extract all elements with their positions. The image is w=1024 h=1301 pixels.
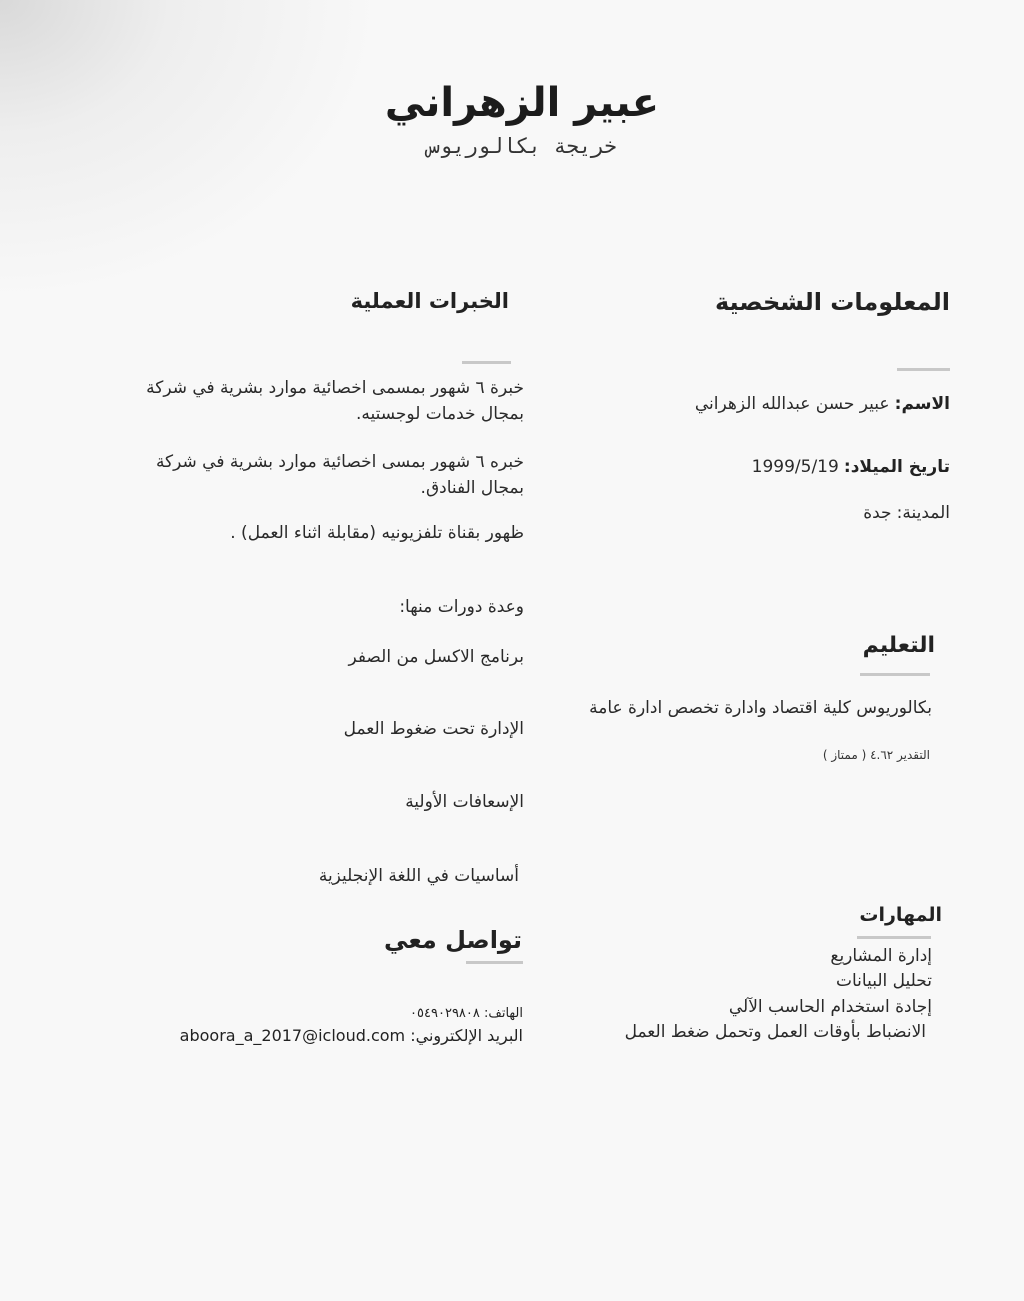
name-row [695,394,950,414]
skill-item: إجادة استخدام الحاسب الآلي [728,997,932,1017]
candidate-title: خريجة بكالوريوس [427,134,617,158]
skill-item: تحليل البيانات [836,971,932,991]
education-heading: التعليم [862,633,935,658]
city-value: جدة [863,503,892,523]
education-divider [860,673,930,676]
city-label: المدينة: [896,503,950,523]
course-item: برنامج الاكسل من الصفر [348,647,524,667]
name-label: الاسم: [894,394,950,414]
skills-heading: المهارات [859,904,942,926]
contact-divider [466,961,523,964]
phone-label: الهاتف: [484,1006,523,1021]
email-value[interactable]: aboora_a_2017@icloud.com [179,1026,406,1045]
dob-row [752,457,950,477]
contact-heading: تواصل معي [384,926,522,954]
personal-info-heading: المعلومات الشخصية [714,288,950,316]
skill-item: الانضباط بأوقات العمل وتحمل ضغط العمل [624,1022,926,1042]
course-item: أساسيات في اللغة الإنجليزية [318,866,519,886]
name-value: عبير حسن عبدالله الزهراني [694,394,890,414]
phone-row [410,1006,523,1021]
phone-value: ٠٥٤٩٠٢٩٨٠٨ [410,1006,480,1021]
skill-item: إدارة المشاريع [830,946,932,966]
education-grade: التقدير ٤.٦٢ ( ممتاز ) [822,748,930,762]
email-label: البريد الإلكتروني: [410,1026,523,1045]
experience-divider [462,361,511,364]
personal-info-divider [897,368,950,371]
course-item: الإسعافات الأولية [405,792,524,812]
course-item: الإدارة تحت ضغوط العمل [343,719,524,739]
experience-heading: الخبرات العملية [350,289,509,313]
experience-item: ظهور بقناة تلفزيونيه (مقابلة اثناء العمل) . [230,523,524,543]
city-row [863,503,950,523]
dob-label: تاريخ الميلاد: [843,457,950,477]
education-degree: بكالوريوس كلية اقتصاد وادارة تخصص ادارة عامة [589,698,932,718]
email-row [180,1026,523,1045]
courses-heading: وعدة دورات منها: [399,597,524,617]
dob-value: 1999/5/19 [751,457,839,477]
experience-item: خبره ٦ شهور بمسى اخصائية موارد بشرية في شركة بمجال الفنادق. [155,452,524,498]
experience-item: خبرة ٦ شهور بمسمى اخصائية موارد بشرية في شركة بمجال خدمات لوجستيه. [146,378,524,424]
candidate-name: عبير الزهراني [384,80,660,126]
skills-divider [857,936,931,939]
